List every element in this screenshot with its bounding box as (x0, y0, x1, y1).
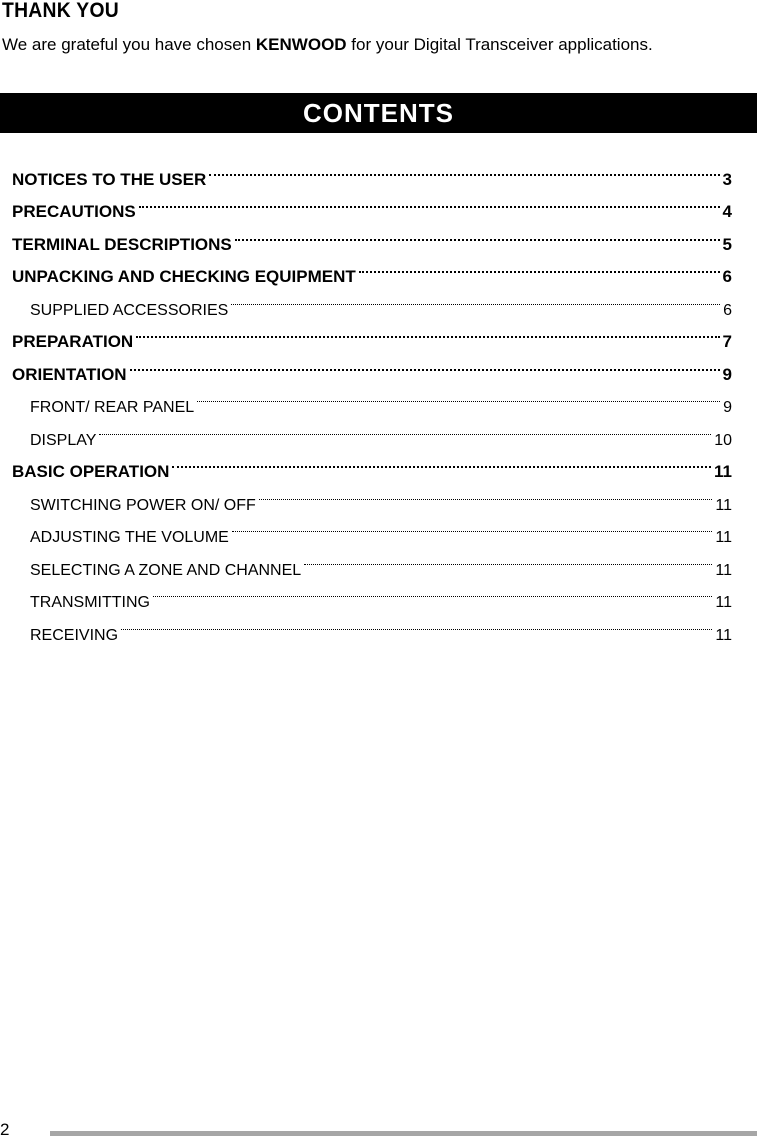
dot-leader (99, 412, 711, 445)
toc-entry-page: 6 (722, 267, 732, 286)
toc-entry-title: BASIC OPERATION (12, 462, 170, 481)
dot-leader (209, 152, 719, 185)
toc-entry-title: NOTICES TO THE USER (12, 169, 207, 189)
toc-entry-page: 9 (723, 399, 732, 416)
toc-entry-title: FRONT/ REAR PANEL (30, 399, 195, 416)
page-number: 2 (0, 1120, 10, 1139)
contents-heading: CONTENTS (0, 93, 757, 133)
toc-entry-page: 11 (715, 529, 732, 546)
table-of-contents (12, 152, 732, 644)
dot-leader (232, 510, 713, 543)
toc-entry-title: UNPACKING AND CHECKING EQUIPMENT (12, 267, 356, 286)
toc-entry-title: ORIENTATION (12, 364, 127, 384)
toc-entry-page: 5 (722, 234, 732, 254)
dot-leader (197, 380, 720, 413)
toc-entry-title: DISPLAY (30, 431, 97, 449)
dot-leader (130, 347, 720, 380)
dot-leader (231, 282, 720, 315)
toc-entry-page: 11 (714, 462, 732, 481)
toc-entry-page: 4 (722, 202, 732, 221)
toc-entry-page: 11 (715, 594, 732, 611)
dot-leader (304, 542, 712, 575)
dot-leader (139, 185, 720, 218)
toc-entry-page: 11 (715, 626, 732, 644)
toc-entry-page: 10 (714, 431, 732, 449)
page-title: THANK YOU (2, 0, 119, 22)
toc-entry-page: 3 (722, 169, 732, 189)
toc-entry-page: 11 (715, 561, 732, 579)
dot-leader (172, 445, 711, 478)
toc-entry[interactable] (12, 445, 732, 481)
dot-leader (259, 477, 713, 510)
toc-entry-title: SUPPLIED ACCESSORIES (30, 301, 229, 319)
dot-leader (153, 575, 712, 608)
toc-entry[interactable] (12, 152, 732, 189)
dot-leader (359, 250, 720, 283)
toc-entry-title: SWITCHING POWER ON/ OFF (30, 496, 256, 514)
toc-entry-title: PREPARATION (12, 332, 134, 351)
toc-entry-title: SELECTING A ZONE AND CHANNEL (30, 561, 302, 579)
toc-entry-title: RECEIVING (30, 626, 119, 644)
toc-entry-title: PRECAUTIONS (12, 202, 136, 221)
intro-paragraph (2, 33, 722, 56)
dot-leader (235, 217, 720, 250)
footer-rule (50, 1131, 757, 1136)
toc-entry-page: 11 (715, 496, 732, 514)
toc-entry-page: 7 (722, 332, 732, 351)
intro-text-start: We are grateful you have chosen (2, 35, 256, 54)
toc-entry-title: TRANSMITTING (30, 594, 150, 611)
toc-entry[interactable] (12, 412, 732, 449)
toc-entry-title: TERMINAL DESCRIPTIONS (12, 234, 232, 254)
dot-leader (136, 315, 719, 348)
brand-name: KENWOOD (255, 35, 347, 54)
dot-leader (121, 607, 712, 640)
toc-entry-page: 6 (723, 301, 732, 319)
toc-entry-page: 9 (722, 364, 732, 384)
toc-entry-title: ADJUSTING THE VOLUME (30, 529, 229, 546)
intro-text-end: for your Digital Transceiver applications. (346, 35, 653, 54)
